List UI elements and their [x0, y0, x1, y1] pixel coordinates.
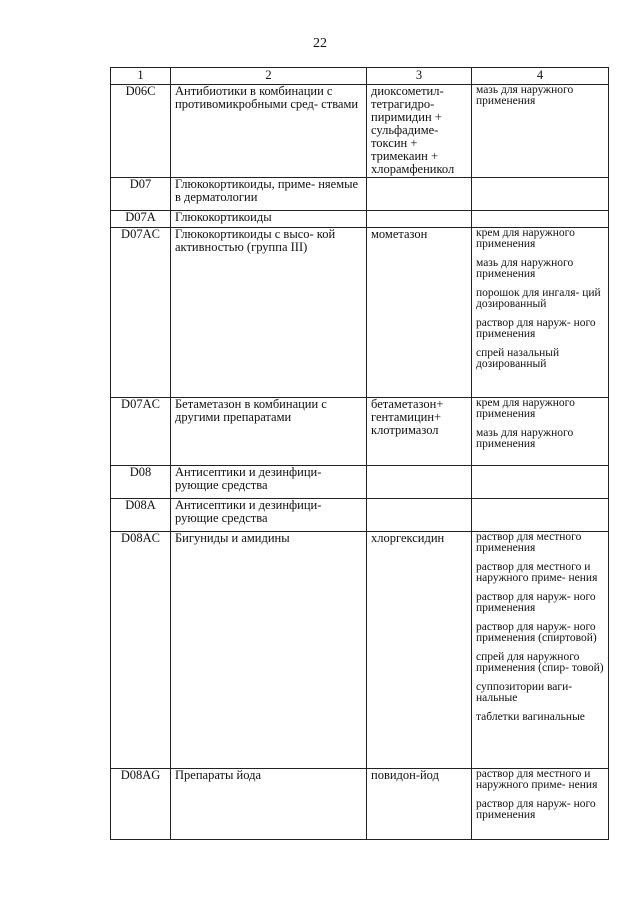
dosage-form-item: раствор для наруж- ного применения [476, 591, 596, 614]
dosage-form-item: мазь для наружного применения [476, 257, 574, 280]
dosage-form-item: порошок для ингаля- ций дозированный [476, 287, 601, 310]
column-header: 3 [367, 68, 472, 85]
table-row [111, 85, 609, 178]
dosage-forms [472, 532, 609, 769]
table-row [111, 532, 609, 769]
group-name: Бигуниды и амидины [171, 532, 367, 769]
table-row [111, 178, 609, 211]
table-row [111, 466, 609, 499]
drug-inn: повидон-йод [367, 769, 472, 840]
atc-code: D07 [111, 178, 171, 211]
dosage-form-item: раствор для местного применения [476, 531, 582, 554]
drug-inn: бетаметазон+ гентамицин+ клотримазол [367, 398, 472, 466]
dosage-forms [472, 178, 609, 211]
dosage-form-item: раствор для наруж- ного применения [476, 798, 596, 821]
dosage-forms [472, 466, 609, 499]
column-header: 4 [472, 68, 609, 85]
dosage-form-item: мазь для наружного применения [476, 427, 574, 450]
dosage-forms [472, 228, 609, 398]
dosage-form-item: раствор для наруж- ного применения (спиртовой) [476, 621, 597, 644]
atc-code: D07A [111, 211, 171, 228]
table-row [111, 769, 609, 840]
dosage-forms [472, 211, 609, 228]
group-name: Антисептики и дезинфици- рующие средства [171, 499, 367, 532]
table-row [111, 499, 609, 532]
dosage-form-item: мазь для наружного применения [476, 84, 574, 107]
group-name: Глюкокортикоиды, приме- няемые в дерматологии [171, 178, 367, 211]
dosage-form-item: крем для наружного применения [476, 227, 575, 250]
dosage-form-item: раствор для местного и наружного приме- нения [476, 561, 598, 584]
drug-inn [367, 499, 472, 532]
table-row [111, 211, 609, 228]
group-name: Препараты йода [171, 769, 367, 840]
group-name: Антибиотики в комбинации с противомикробными сред- ствами [171, 85, 367, 178]
dosage-form-item: раствор для местного и наружного приме- нения [476, 768, 598, 791]
table-row [111, 228, 609, 398]
page-number: 22 [313, 36, 327, 51]
dosage-form-item: суппозитории ваги- нальные [476, 681, 573, 704]
drug-inn: мометазон [367, 228, 472, 398]
group-name: Глюкокортикоиды [171, 211, 367, 228]
atc-code: D06C [111, 85, 171, 178]
dosage-form-item: спрей назальный дозированный [476, 347, 560, 370]
group-name: Глюкокортикоиды с высо- кой активностью (группа III) [171, 228, 367, 398]
drug-inn: хлоргексидин [367, 532, 472, 769]
dosage-forms [472, 769, 609, 840]
atc-code: D08 [111, 466, 171, 499]
drug-inn: диоксометил- тетрагидро- пиримидин + сульфадиме- токсин + тримекаин + хлорамфеникол [367, 85, 472, 178]
column-header: 2 [171, 68, 367, 85]
drug-inn [367, 466, 472, 499]
table-row [111, 398, 609, 466]
drug-table [110, 67, 609, 840]
atc-code: D07AC [111, 228, 171, 398]
drug-inn [367, 211, 472, 228]
atc-code: D08AG [111, 769, 171, 840]
dosage-form-item: спрей для наружного применения (спир- товой) [476, 651, 604, 674]
dosage-form-item: таблетки вагинальные [476, 711, 585, 723]
atc-code: D08A [111, 499, 171, 532]
table-header-row [111, 68, 609, 85]
dosage-form-item: крем для наружного применения [476, 397, 575, 420]
column-header: 1 [111, 68, 171, 85]
atc-code: D07AC [111, 398, 171, 466]
dosage-forms [472, 85, 609, 178]
group-name: Антисептики и дезинфици- рующие средства [171, 466, 367, 499]
dosage-forms [472, 398, 609, 466]
drug-inn [367, 178, 472, 211]
dosage-forms [472, 499, 609, 532]
group-name: Бетаметазон в комбинации с другими препаратами [171, 398, 367, 466]
atc-code: D08AC [111, 532, 171, 769]
dosage-form-item: раствор для наруж- ного применения [476, 317, 596, 340]
